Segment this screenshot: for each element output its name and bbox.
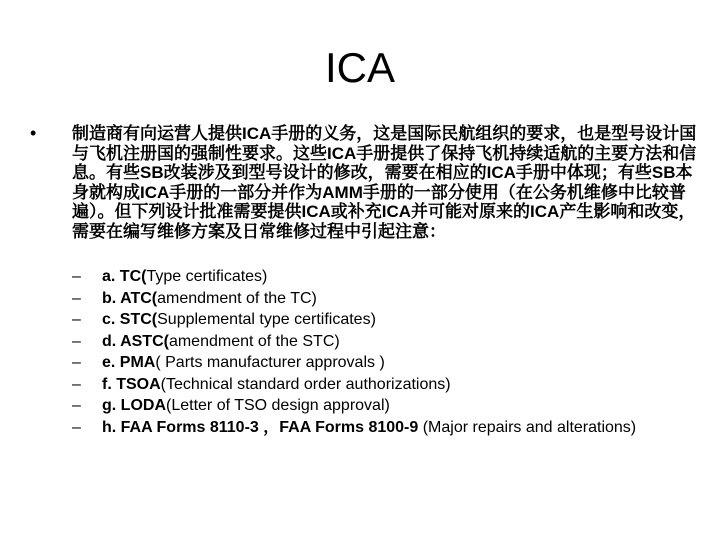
item-text: amendment of the TC) <box>157 289 317 307</box>
item-bold-text: a. TC( <box>102 268 147 285</box>
item-text: (Technical standard order authorizations) <box>160 375 451 393</box>
slide-title: ICA <box>324 44 395 91</box>
list-item <box>72 352 672 374</box>
item-bold-text: h. FAA Forms 8110-3 ，FAA Forms 8100-9 <box>102 418 419 436</box>
item-bold-text: c. STC( <box>102 311 158 328</box>
list-item <box>72 309 672 331</box>
list-item <box>72 288 672 310</box>
dash-marker: – <box>72 397 81 414</box>
list-item <box>72 331 672 353</box>
item-bold-text: g. LODA <box>102 397 166 414</box>
dash-marker: – <box>72 375 81 393</box>
dash-marker: – <box>72 332 81 350</box>
dash-marker: – <box>72 268 81 285</box>
dash-marker: – <box>72 354 81 371</box>
approval-list <box>72 266 672 438</box>
list-item <box>72 417 672 439</box>
list-item <box>72 374 672 396</box>
bullet-marker: • <box>30 123 37 143</box>
item-bold-text: f. TSOA <box>102 375 161 393</box>
item-text: Type certificates) <box>146 268 268 285</box>
dash-marker: – <box>72 311 81 328</box>
item-text: ( Parts manufacturer approvals ) <box>155 354 385 371</box>
dash-marker: – <box>72 289 81 307</box>
item-bold-text: e. PMA <box>102 354 156 371</box>
dash-marker: – <box>72 418 81 436</box>
item-text: (Major repairs and alterations) <box>418 418 637 436</box>
item-text: amendment of the STC) <box>168 332 340 350</box>
item-bold-text: d. ASTC( <box>102 332 169 350</box>
item-text: Supplemental type certificates) <box>157 311 376 328</box>
bullet-paragraph: 制造商有向运营人提供ICA手册的义务，这是国际民航组织的要求，也是型号设计国与飞机注册国的强制性要求。这些ICA手册提供了保持飞机持续适航的主要方法和信息。有些SB改装涉及到型号设计的修改，需要在相应的ICA手册中体现；有些SB本身就构成ICA手册的一部分并作为AMM手册的一部分使用（在公务机维修中比较普遍）。但下列设计批准需要提供ICA或补充ICA并可能对原来的ICA产生影响和改变，需要在编写维修方案及日常维修过程中引起注意： <box>72 124 697 241</box>
item-bold-text: b. ATC( <box>102 289 158 307</box>
list-item <box>72 266 672 288</box>
list-item <box>72 395 672 417</box>
item-text: (Letter of TSO design approval) <box>166 397 390 414</box>
